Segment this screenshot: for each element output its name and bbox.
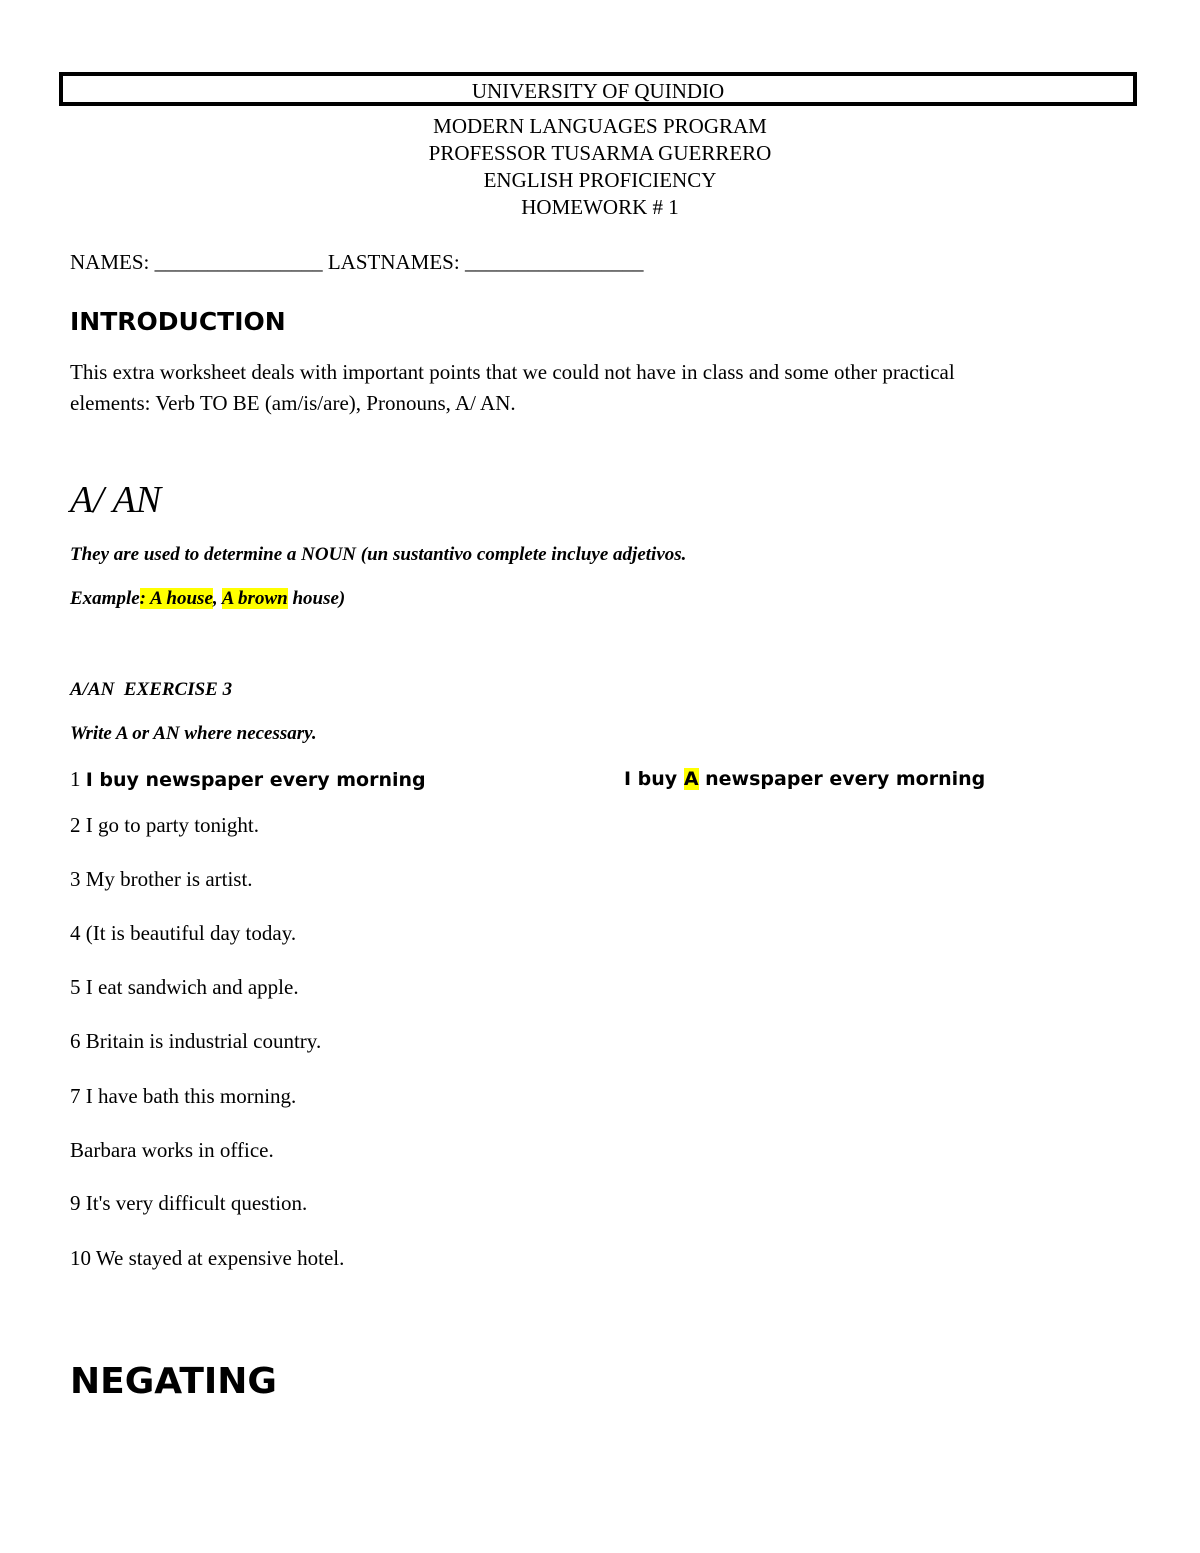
professor-line: PROFESSOR TUSARMA GUERRERO [428,141,772,165]
exercise-item-6: 6 Britain is industrial country. [70,1029,322,1053]
introduction-text-line-2: elements: Verb TO BE (am/is/are), Pronouns, A/ AN. [70,391,516,415]
exercise-item-2: 2 I go to party tonight. [70,813,259,837]
university-title: UNIVERSITY OF QUINDIO [471,79,725,103]
exercise-item-4: 4 (It is beautiful day today. [70,921,297,945]
introduction-text-line-1: This extra worksheet deals with important points that we could not have in class and some other practical [70,360,955,384]
exercise-item-10: 10 We stayed at expensive hotel. [70,1246,345,1270]
answer-1-highlight: A [683,768,699,790]
introduction-heading: INTRODUCTION [70,307,286,336]
exercise-answer-1 [624,766,985,792]
example-prefix: Example [70,588,140,609]
exercise-item-5: 5 I eat sandwich and apple. [70,975,299,999]
program-line: MODERN LANGUAGES PROGRAM [433,114,767,138]
names-field-line: NAMES: ________________ LASTNAMES: _________________ [70,250,644,274]
answer-1-prefix: I buy [624,768,684,790]
a-an-description: They are used to determine a NOUN (un sustantivo complete incluye adjetivos. [70,544,687,565]
exercise-instruction: Write A or AN where necessary. [70,723,317,744]
course-line: ENGLISH PROFICIENCY [483,168,717,192]
negating-heading: NEGATING [70,1361,277,1402]
exercise-item-7: 7 I have bath this morning. [70,1084,297,1108]
example-suffix: house) [287,588,346,609]
homework-line: HOMEWORK # 1 [521,195,679,219]
item-1-number: 1 [70,767,86,791]
example-highlight-2: A brown [221,588,288,609]
answer-1-suffix: newspaper every morning [698,768,986,790]
a-an-example [70,586,345,612]
example-highlight-1: : A house [139,588,213,609]
item-1-text: I buy newspaper every morning [85,769,426,791]
exercise-title: A/AN EXERCISE 3 [70,679,233,700]
exercise-item-1 [70,766,426,793]
exercise-item-8: Barbara works in office. [70,1138,274,1162]
exercise-item-9: 9 It's very difficult question. [70,1191,308,1215]
a-an-heading: A/ AN [70,479,162,521]
exercise-item-3: 3 My brother is artist. [70,867,253,891]
example-separator: , [212,588,222,609]
university-title-box [59,72,1137,106]
